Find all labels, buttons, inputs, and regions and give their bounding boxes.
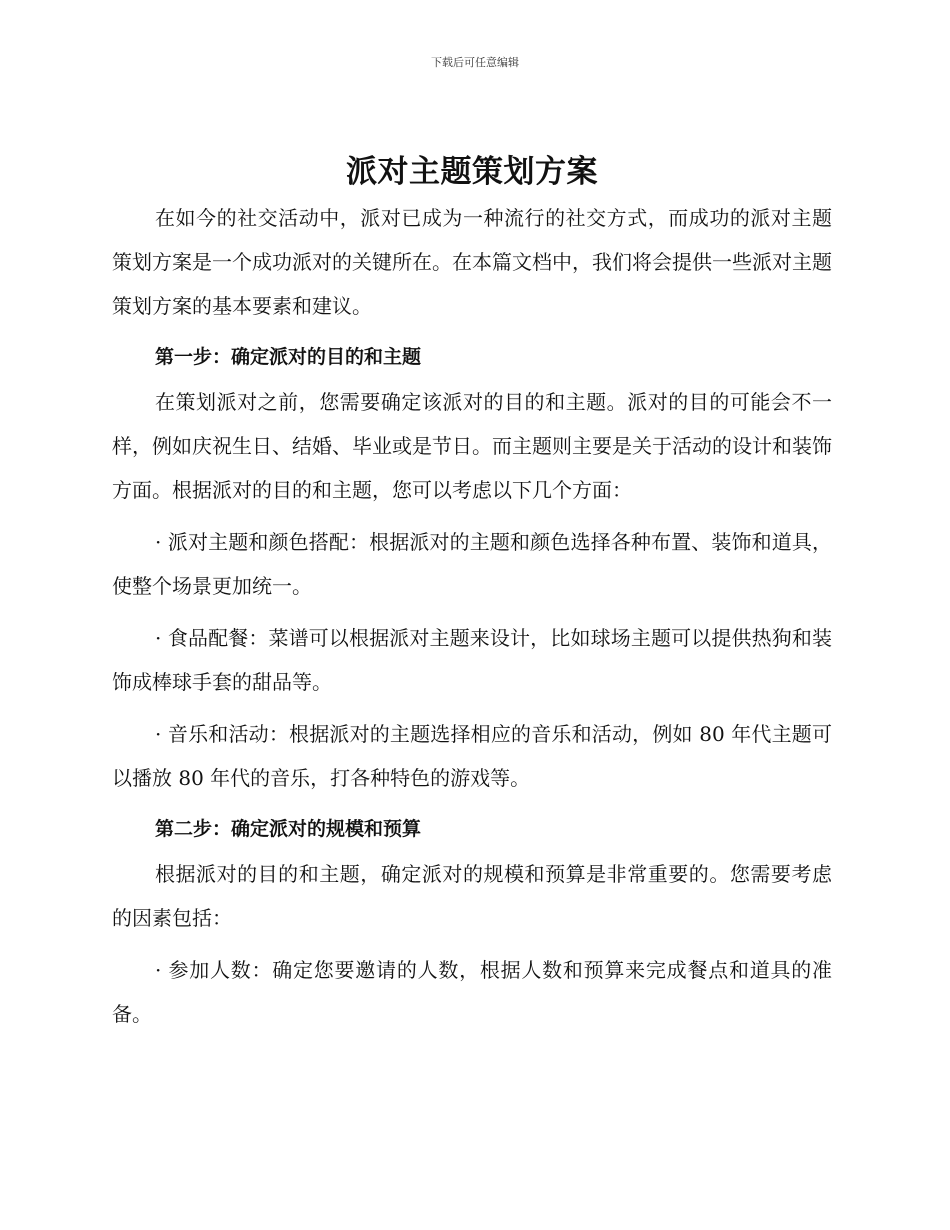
bullet-item: · 食品配餐：菜谱可以根据派对主题来设计，比如球场主题可以提供热狗和装饰成棒球手套的甜品等。: [112, 626, 832, 694]
page-header: 下载后可任意编辑: [431, 56, 519, 69]
step2-heading: 第二步：确定派对的规模和预算: [155, 818, 422, 840]
intro-paragraph: 在如今的社交活动中，派对已成为一种流行的社交方式，而成功的派对主题策划方案是一个成功派对的关键所在。在本篇文档中，我们将会提供一些派对主题策划方案的基本要素和建议。: [112, 206, 832, 318]
step1-heading: 第一步：确定派对的目的和主题: [155, 346, 422, 368]
bullet-item: · 音乐和活动：根据派对的主题选择相应的音乐和活动，例如 80 年代主题可以播放 80 年代的音乐，打各种特色的游戏等。: [112, 722, 832, 790]
document-title: 派对主题策划方案: [346, 154, 598, 190]
step2-body: 根据派对的目的和主题，确定派对的规模和预算是非常重要的。您需要考虑的因素包括：: [112, 862, 832, 930]
document-body: [112, 148, 832, 1036]
bullet-item: · 派对主题和颜色搭配：根据派对的主题和颜色选择各种布置、装饰和道具，使整个场景更加统一。: [112, 530, 832, 598]
bullet-item: · 参加人数：确定您要邀请的人数，根据人数和预算来完成餐点和道具的准备。: [112, 958, 832, 1026]
step1-body: 在策划派对之前，您需要确定该派对的目的和主题。派对的目的可能会不一样，例如庆祝生日、结婚、毕业或是节日。而主题则主要是关于活动的设计和装饰方面。根据派对的目的和主题，您可以考虑以下几个方面：: [112, 390, 832, 502]
